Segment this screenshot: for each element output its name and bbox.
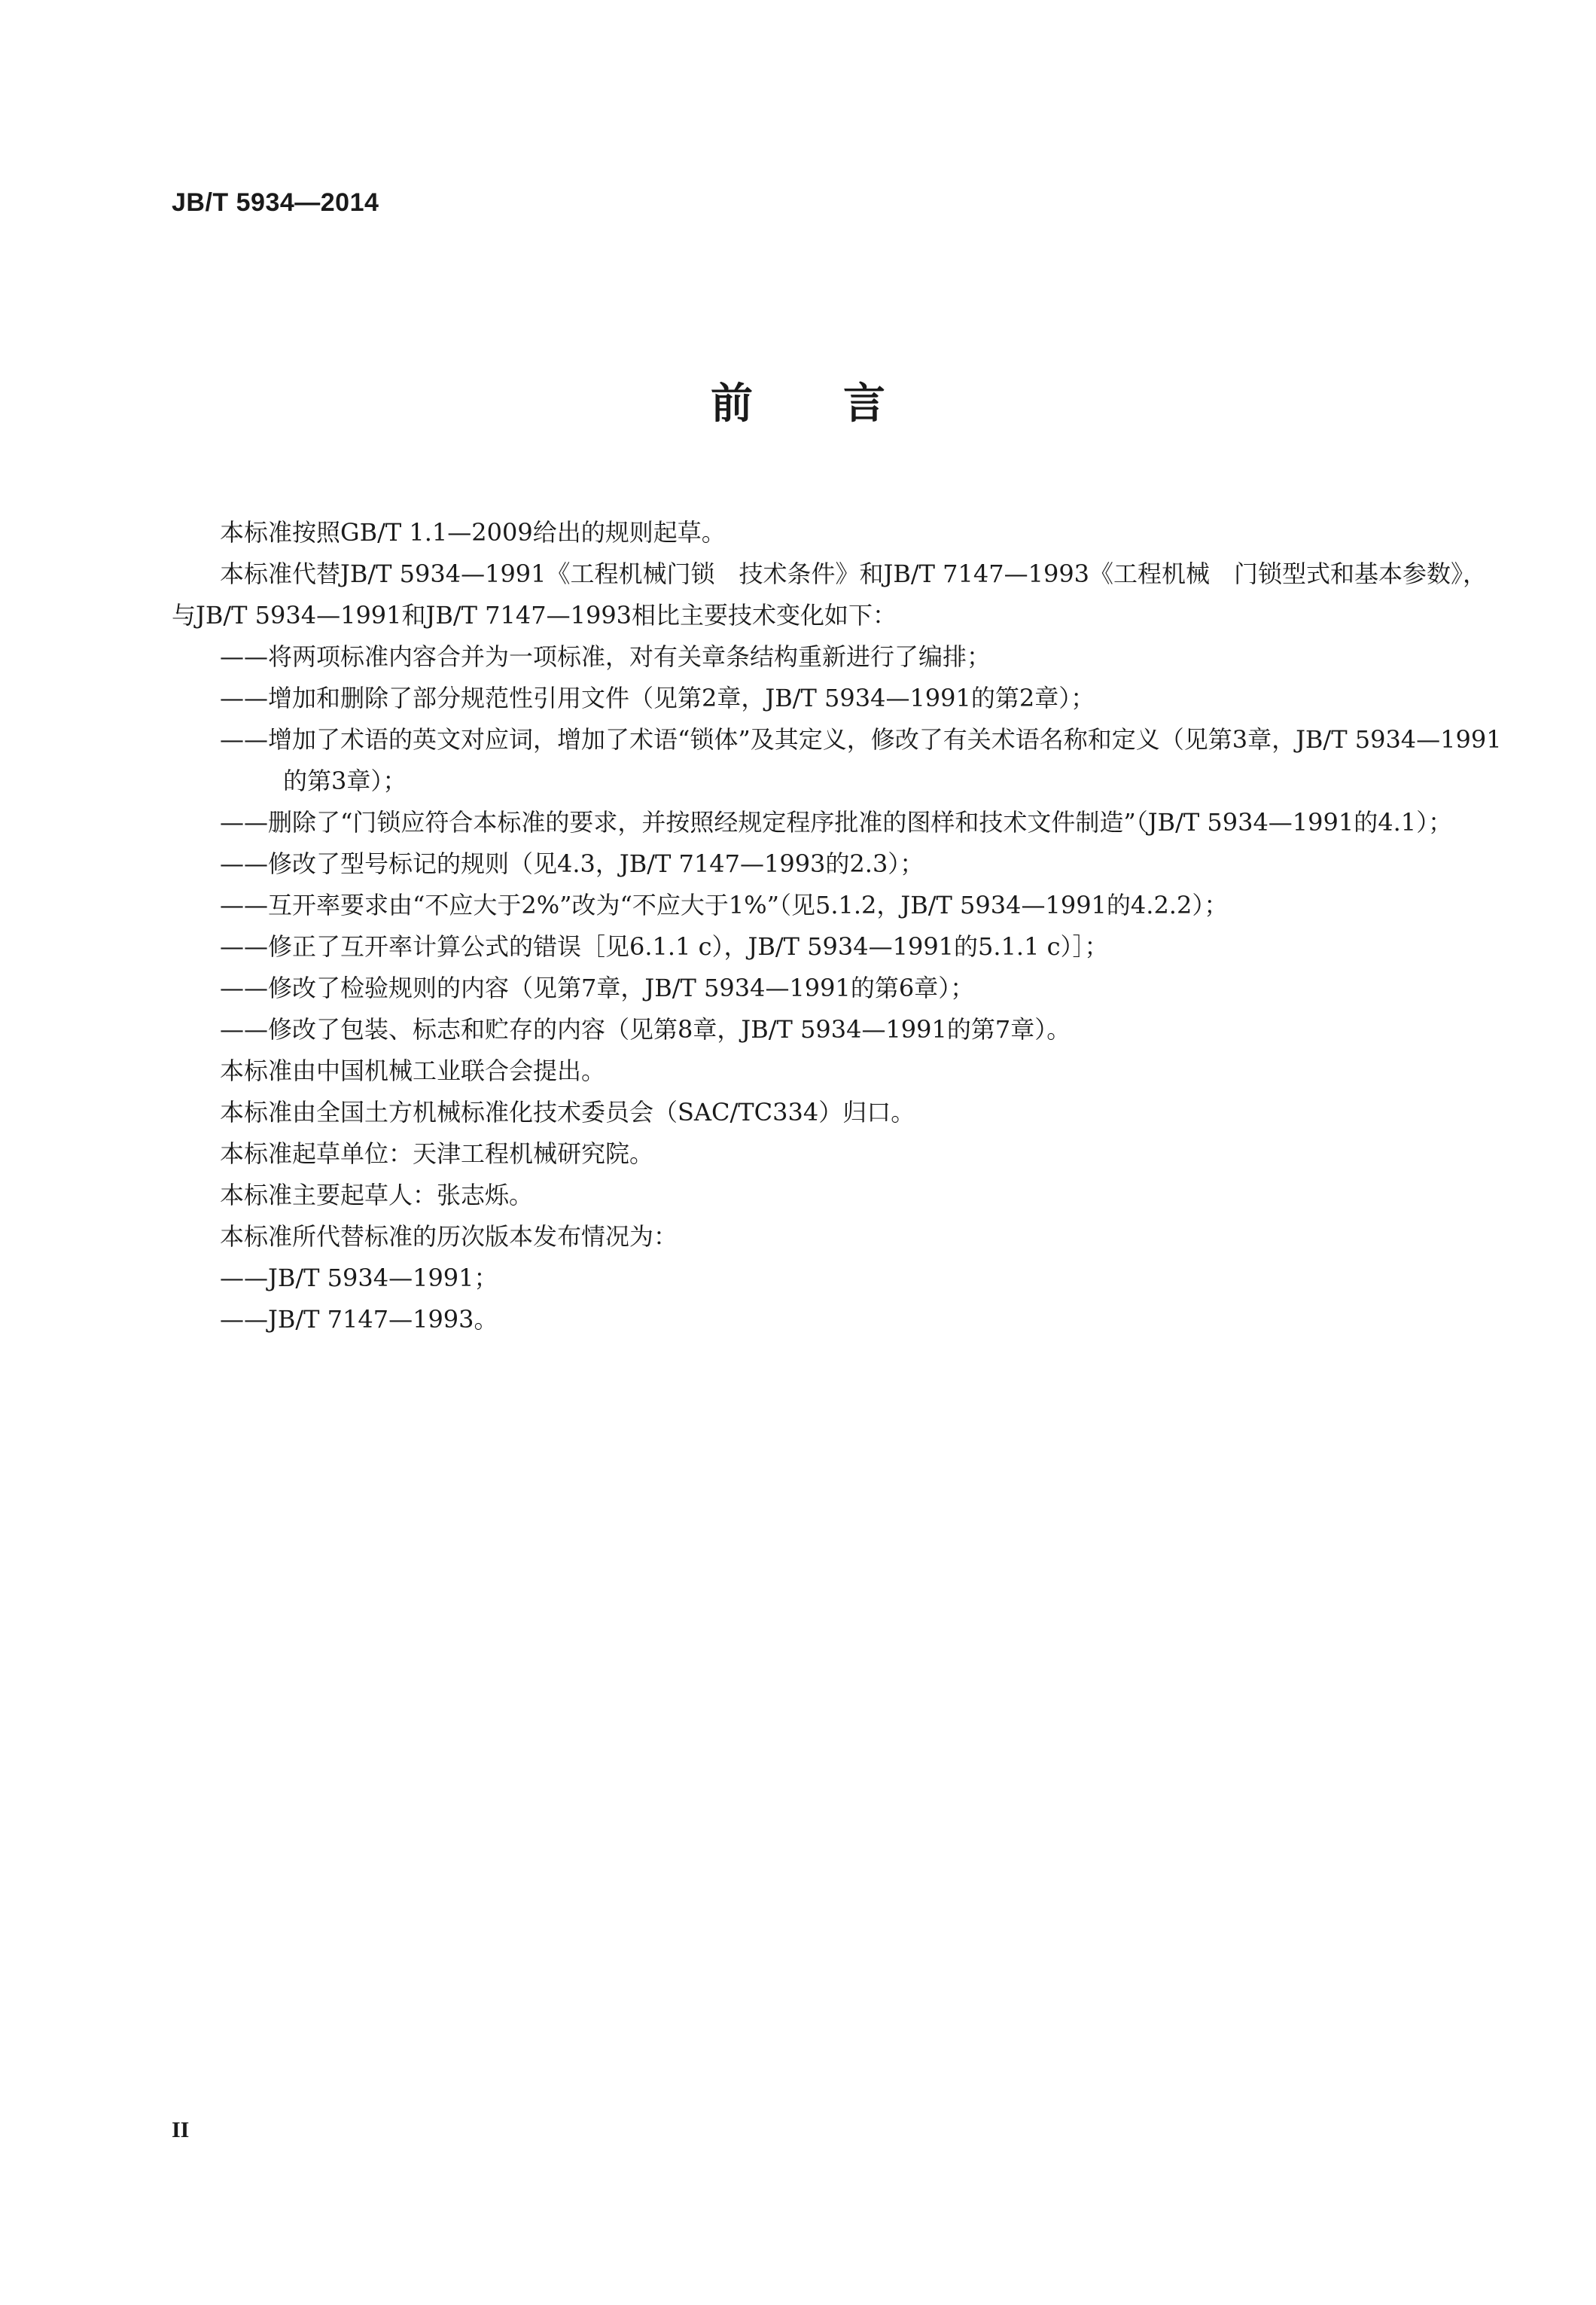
change-item: ——将两项标准内容合并为一项标准，对有关章条结构重新进行了编排； xyxy=(220,642,991,671)
previous-edition-item: ——JB/T 7147—1993。 xyxy=(220,1305,498,1334)
change-item: ——互开率要求由“不应大于2%”改为“不应大于1%”（见5.1.2，JB/T 5934—1991的4.2.2）； xyxy=(220,891,1229,919)
paragraph-previous-editions: 本标准所代替标准的历次版本发布情况为： xyxy=(220,1222,678,1251)
change-item: ——增加了术语的英文对应词，增加了术语“锁体”及其定义，修改了有关术语名称和定义（见第3章，JB/T 5934—1991的第3章）； xyxy=(220,725,1502,795)
document-code: JB/T 5934—2014 xyxy=(172,188,379,217)
paragraph-proposed-by: 本标准由中国机械工业联合会提出。 xyxy=(220,1056,606,1085)
previous-edition-item: ——JB/T 5934—1991； xyxy=(220,1264,498,1292)
change-item: ——修改了检验规则的内容（见第7章，JB/T 5934—1991的第6章）； xyxy=(220,974,975,1002)
paragraph-under-jurisdiction: 本标准由全国土方机械标准化技术委员会（SAC/TC334）归口。 xyxy=(220,1098,915,1127)
paragraph-drafting-rules: 本标准按照GB/T 1.1—2009给出的规则起草。 xyxy=(220,518,726,547)
paragraph-drafter: 本标准主要起草人：张志烁。 xyxy=(220,1181,534,1209)
foreword-body xyxy=(172,512,1503,1340)
page-title: 前言 xyxy=(711,380,976,428)
change-item: ——修正了互开率计算公式的错误［见6.1.1 c），JB/T 5934—1991的5.1.1 c）］； xyxy=(220,932,1109,961)
change-item: ——增加和删除了部分规范性引用文件（见第2章，JB/T 5934—1991的第2章）； xyxy=(220,684,1095,712)
change-item: ——修改了包装、标志和贮存的内容（见第8章，JB/T 5934—1991的第7章）。 xyxy=(220,1015,1071,1044)
paragraph-drafting-unit: 本标准起草单位：天津工程机械研究院。 xyxy=(220,1139,654,1168)
change-item: ——修改了型号标记的规则（见4.3，JB/T 7147—1993的2.3）； xyxy=(220,849,924,878)
page-number: II xyxy=(172,2117,190,2142)
change-item: ——删除了“门锁应符合本标准的要求，并按照经规定程序批准的图样和技术文件制造”（JB/T 5934—1991的4.1）； xyxy=(220,808,1453,837)
paragraph-replaces: 本标准代替JB/T 5934—1991《工程机械门锁 技术条件》和JB/T 7147—1993《工程机械 门锁型式和基本参数》，与JB/T 5934—1991和JB/T 7147—1993相比主要技术变化如下： xyxy=(172,559,1488,630)
